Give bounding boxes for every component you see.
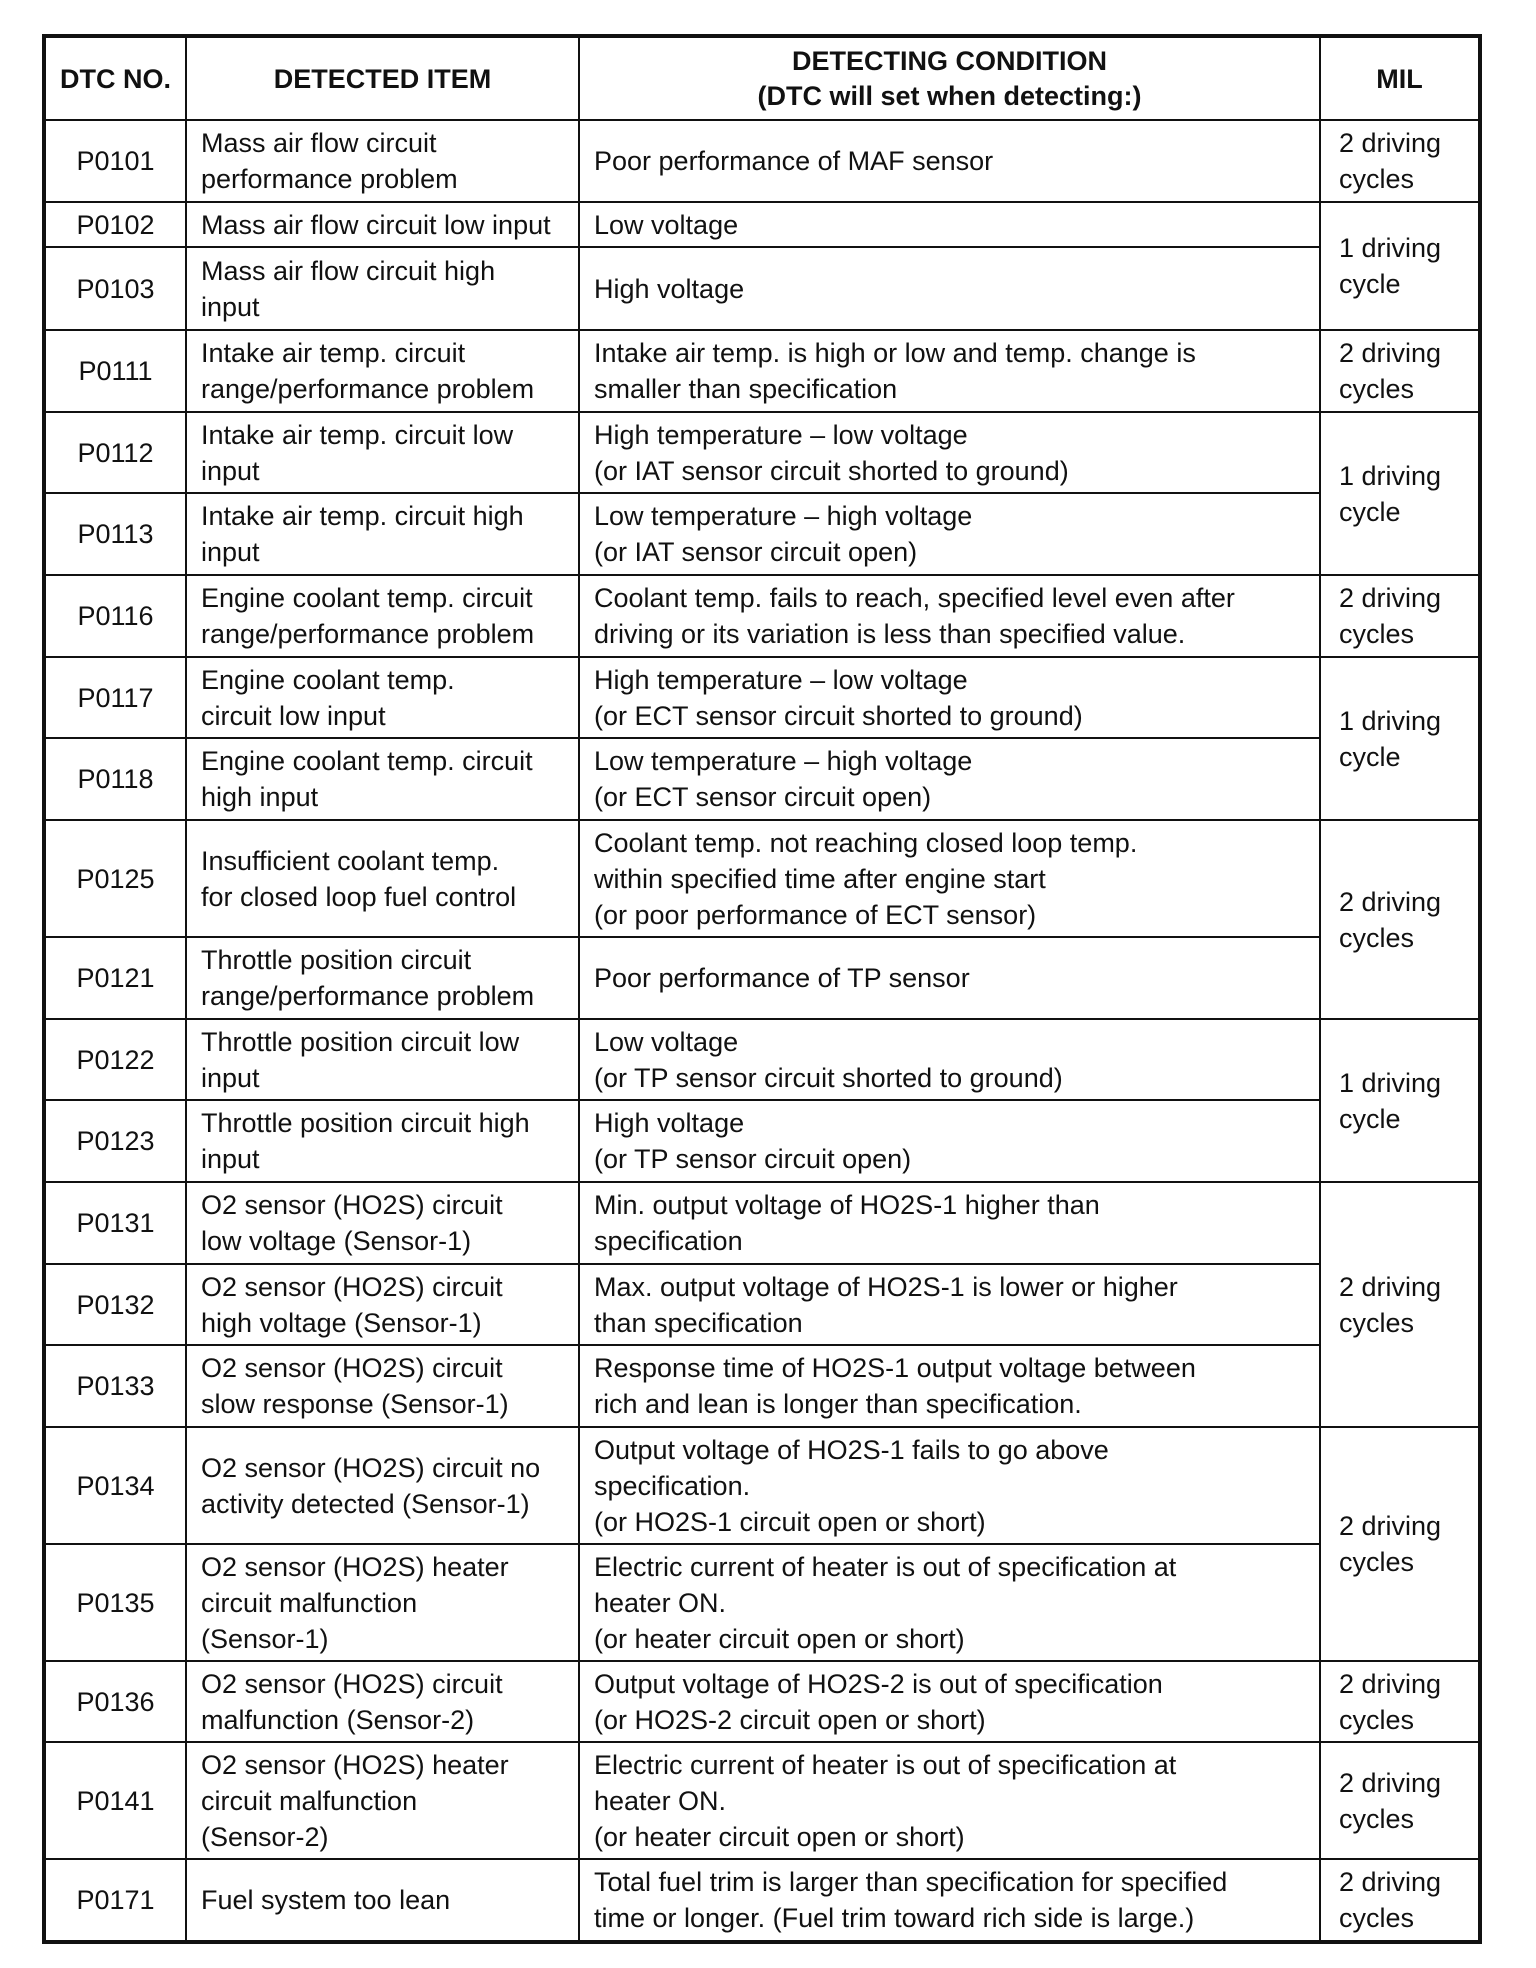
mil-cell-line: cycles	[1339, 374, 1415, 404]
detecting-condition-line: Poor performance of MAF sensor	[594, 146, 994, 176]
table-row	[44, 1019, 1480, 1100]
mil-cell-line: cycle	[1339, 269, 1401, 299]
detected-item-line: activity detected (Sensor-1)	[201, 1488, 530, 1519]
detecting-condition-line: Min. output voltage of HO2S-1 higher than	[594, 1190, 1100, 1220]
detected-item-line: input	[201, 455, 260, 486]
table-row	[44, 202, 1480, 247]
detecting-condition-line: Response time of HO2S-1 output voltage between	[594, 1353, 1196, 1383]
detecting-condition-line: time or longer. (Fuel trim toward rich side is large.)	[594, 1903, 1195, 1933]
detected-item	[186, 1544, 579, 1661]
mil-cell	[1320, 1859, 1480, 1942]
detected-item	[186, 1742, 579, 1859]
dtc-code: P0117	[44, 657, 186, 738]
mil-cell	[1320, 412, 1480, 575]
detecting-condition-line: specification.	[594, 1470, 751, 1501]
detected-item-line: Throttle position circuit	[201, 945, 472, 975]
table-row	[44, 820, 1480, 937]
detected-item-line: range/performance problem	[201, 981, 535, 1011]
mil-cell-line: cycles	[1339, 1803, 1415, 1834]
header-row	[44, 36, 1480, 120]
detected-item	[186, 1264, 579, 1345]
detected-item-line: circuit low input	[201, 700, 386, 731]
table-row	[44, 120, 1480, 202]
detecting-condition	[579, 937, 1320, 1019]
detected-item-line: Mass air flow circuit	[201, 128, 437, 158]
header-detecting-condition	[579, 36, 1320, 120]
detecting-condition-line: High voltage	[594, 273, 745, 304]
detected-item	[186, 330, 579, 412]
detected-item	[186, 412, 579, 493]
detecting-condition-line: (or poor performance of ECT sensor)	[594, 899, 1037, 930]
mil-cell-line: cycle	[1339, 741, 1401, 772]
detected-item-line: O2 sensor (HO2S) heater	[201, 1749, 509, 1780]
detecting-condition	[579, 1544, 1320, 1661]
detecting-condition	[579, 1859, 1320, 1942]
mil-cell-line: cycles	[1339, 1704, 1415, 1735]
mil-cell	[1320, 202, 1480, 330]
mil-cell-line: 2 driving	[1339, 1767, 1442, 1798]
mil-cell-line: cycles	[1339, 1547, 1415, 1577]
mil-cell-line: cycles	[1339, 1307, 1415, 1338]
dtc-code: P0111	[44, 330, 186, 412]
mil-cell-line: 1 driving	[1339, 1067, 1442, 1098]
detected-item-line: O2 sensor (HO2S) circuit	[201, 1668, 503, 1699]
detecting-condition-line: (or TP sensor circuit shorted to ground)	[594, 1062, 1063, 1093]
detected-item-line: input	[201, 537, 260, 567]
detecting-condition-line: Electric current of heater is out of specification at	[594, 1551, 1177, 1582]
detecting-condition-line: Low temperature – high voltage	[594, 501, 973, 531]
mil-cell-line: 2 driving	[1339, 886, 1442, 917]
mil-cell-line: 2 driving	[1339, 1668, 1442, 1699]
detected-item	[186, 247, 579, 330]
detected-item-line: input	[201, 1144, 260, 1174]
detecting-condition	[579, 1264, 1320, 1345]
detected-item	[186, 1661, 579, 1742]
table-row	[44, 1544, 1480, 1661]
detected-item-line: O2 sensor (HO2S) circuit	[201, 1190, 503, 1220]
detected-item-line: performance problem	[201, 164, 458, 194]
mil-cell-line: cycles	[1339, 619, 1415, 649]
detecting-condition	[579, 575, 1320, 657]
detecting-condition	[579, 820, 1320, 937]
detected-item	[186, 820, 579, 937]
detected-item	[186, 120, 579, 202]
dtc-code: P0136	[44, 1661, 186, 1742]
table-row	[44, 575, 1480, 657]
detected-item	[186, 657, 579, 738]
detected-item-line: (Sensor-1)	[201, 1623, 329, 1654]
detecting-condition	[579, 330, 1320, 412]
detected-item-line: range/performance problem	[201, 619, 535, 649]
header-detected-item: DETECTED ITEM	[186, 36, 579, 120]
mil-cell-line: 2 driving	[1339, 128, 1442, 158]
detecting-condition-line: Max. output voltage of HO2S-1 is lower or higher	[594, 1271, 1178, 1302]
detecting-condition	[579, 202, 1320, 247]
detecting-condition-line: High voltage	[594, 1108, 745, 1138]
dtc-code: P0121	[44, 937, 186, 1019]
detected-item	[186, 937, 579, 1019]
detecting-condition-line: Electric current of heater is out of specification at	[594, 1749, 1177, 1780]
detecting-condition-line: (or HO2S-2 circuit open or short)	[594, 1704, 986, 1735]
mil-cell-line: 1 driving	[1339, 460, 1442, 491]
detecting-condition-line: Coolant temp. not reaching closed loop temp.	[594, 827, 1138, 858]
dtc-code: P0118	[44, 738, 186, 820]
table-row	[44, 1427, 1480, 1544]
mil-cell	[1320, 1661, 1480, 1742]
detecting-condition	[579, 1019, 1320, 1100]
mil-cell-line: 2 driving	[1339, 583, 1442, 613]
detected-item-line: Throttle position circuit low	[201, 1026, 520, 1057]
mil-cell-line: cycle	[1339, 496, 1401, 527]
mil-cell-line: 1 driving	[1339, 233, 1442, 263]
dtc-code: P0125	[44, 820, 186, 937]
dtc-code: P0116	[44, 575, 186, 657]
detecting-condition-line: Output voltage of HO2S-1 fails to go above	[594, 1434, 1109, 1465]
detecting-condition	[579, 412, 1320, 493]
detecting-condition-line: (or TP sensor circuit open)	[594, 1144, 912, 1174]
detected-item-line: range/performance problem	[201, 374, 535, 404]
detecting-condition-line: Low temperature – high voltage	[594, 746, 973, 776]
detected-item-line: input	[201, 1062, 260, 1093]
detecting-condition-line: Total fuel trim is larger than specification for specified	[594, 1867, 1228, 1897]
detected-item-line: high input	[201, 782, 319, 812]
detected-item-line: Engine coolant temp.	[201, 664, 455, 695]
mil-cell-line: cycle	[1339, 1103, 1401, 1134]
detected-item-line: Throttle position circuit high	[201, 1108, 530, 1138]
table-row	[44, 937, 1480, 1019]
detected-item	[186, 1427, 579, 1544]
detected-item-line: Engine coolant temp. circuit	[201, 583, 533, 613]
dtc-code: P0123	[44, 1100, 186, 1182]
table-row	[44, 330, 1480, 412]
detected-item	[186, 1182, 579, 1264]
detected-item	[186, 738, 579, 820]
detecting-condition-line: heater ON.	[594, 1785, 727, 1816]
dtc-code: P0103	[44, 247, 186, 330]
mil-cell-line: 2 driving	[1339, 1271, 1442, 1302]
detecting-condition-line: (or heater circuit open or short)	[594, 1623, 965, 1654]
mil-cell-line: 2 driving	[1339, 1867, 1442, 1897]
detecting-condition	[579, 247, 1320, 330]
mil-cell	[1320, 657, 1480, 820]
detected-item	[186, 1019, 579, 1100]
table-row	[44, 1742, 1480, 1859]
detected-item-line: circuit malfunction	[201, 1587, 418, 1618]
table-row	[44, 657, 1480, 738]
detecting-condition-line: (or HO2S-1 circuit open or short)	[594, 1506, 986, 1537]
detecting-condition-line: High temperature – low voltage	[594, 664, 968, 695]
detecting-condition-line: Low voltage	[594, 1026, 739, 1057]
detected-item-line: Intake air temp. circuit	[201, 338, 466, 368]
table-row	[44, 1100, 1480, 1182]
detecting-condition-line: (or IAT sensor circuit open)	[594, 537, 918, 567]
dtc-code: P0171	[44, 1859, 186, 1942]
detected-item-line: O2 sensor (HO2S) circuit	[201, 1271, 503, 1302]
detected-item-line: malfunction (Sensor-2)	[201, 1704, 475, 1735]
dtc-code: P0132	[44, 1264, 186, 1345]
detecting-condition-line: smaller than specification	[594, 374, 898, 404]
dtc-code: P0131	[44, 1182, 186, 1264]
table-row	[44, 1345, 1480, 1427]
detecting-condition-line: within specified time after engine start	[594, 863, 1046, 894]
table-row	[44, 738, 1480, 820]
detected-item-line: slow response (Sensor-1)	[201, 1389, 509, 1419]
detecting-condition	[579, 1742, 1320, 1859]
mil-cell-line: 1 driving	[1339, 705, 1442, 736]
detecting-condition-line: rich and lean is longer than specification.	[594, 1389, 1082, 1419]
detecting-condition-line: Output voltage of HO2S-2 is out of specification	[594, 1668, 1163, 1699]
detected-item-line: Fuel system too lean	[201, 1885, 451, 1915]
detecting-condition-line: (or ECT sensor circuit shorted to ground)	[594, 700, 1083, 731]
dtc-code: P0134	[44, 1427, 186, 1544]
detecting-condition-line: Coolant temp. fails to reach, specified level even after	[594, 583, 1235, 613]
table-row	[44, 1859, 1480, 1942]
mil-cell-line: cycles	[1339, 164, 1415, 194]
table-row	[44, 1264, 1480, 1345]
header-mil: MIL	[1320, 36, 1480, 120]
detecting-condition	[579, 1427, 1320, 1544]
dtc-code: P0135	[44, 1544, 186, 1661]
detected-item	[186, 493, 579, 575]
table-row	[44, 247, 1480, 330]
detecting-condition-line: specification	[594, 1226, 743, 1256]
detecting-condition-line: driving or its variation is less than specified value.	[594, 619, 1186, 649]
detecting-condition	[579, 1182, 1320, 1264]
dtc-code: P0113	[44, 493, 186, 575]
dtc-table	[42, 34, 1482, 1944]
detected-item-line: Intake air temp. circuit low	[201, 419, 514, 450]
detected-item	[186, 1859, 579, 1942]
detecting-condition	[579, 738, 1320, 820]
mil-cell-line: cycles	[1339, 1903, 1415, 1933]
mil-cell	[1320, 575, 1480, 657]
table-row	[44, 1182, 1480, 1264]
mil-cell	[1320, 1427, 1480, 1661]
detected-item-line: circuit malfunction	[201, 1785, 418, 1816]
detecting-condition	[579, 1661, 1320, 1742]
detected-item-line: input	[201, 291, 260, 322]
detecting-condition	[579, 120, 1320, 202]
detecting-condition	[579, 657, 1320, 738]
header-detecting-condition-line-1: DETECTING CONDITION	[792, 45, 1107, 76]
detected-item	[186, 575, 579, 657]
table-row	[44, 1661, 1480, 1742]
dtc-code: P0112	[44, 412, 186, 493]
detecting-condition	[579, 1345, 1320, 1427]
detected-item-line: Mass air flow circuit high	[201, 255, 496, 286]
detecting-condition-line: than specification	[594, 1307, 803, 1338]
detecting-condition-line: Poor performance of TP sensor	[594, 963, 970, 993]
detected-item-line: high voltage (Sensor-1)	[201, 1307, 482, 1338]
detected-item	[186, 202, 579, 247]
mil-cell-line: cycles	[1339, 922, 1415, 953]
mil-cell	[1320, 330, 1480, 412]
detected-item-line: Insufficient coolant temp.	[201, 845, 500, 876]
detected-item-line: Intake air temp. circuit high	[201, 501, 524, 531]
detected-item-line: Mass air flow circuit low input	[201, 209, 551, 240]
mil-cell	[1320, 1742, 1480, 1859]
header-detecting-condition-line-2: (DTC will set when detecting:)	[757, 80, 1142, 111]
detected-item	[186, 1345, 579, 1427]
detecting-condition-line: Low voltage	[594, 209, 739, 240]
mil-cell	[1320, 1182, 1480, 1427]
detected-item-line: O2 sensor (HO2S) circuit no	[201, 1452, 541, 1483]
mil-cell-line: 2 driving	[1339, 338, 1442, 368]
dtc-code: P0101	[44, 120, 186, 202]
detecting-condition	[579, 493, 1320, 575]
mil-cell-line: 2 driving	[1339, 1511, 1442, 1541]
detected-item-line: low voltage (Sensor-1)	[201, 1226, 472, 1256]
detecting-condition-line: (or IAT sensor circuit shorted to ground)	[594, 455, 1069, 486]
table-row	[44, 412, 1480, 493]
dtc-code: P0141	[44, 1742, 186, 1859]
detecting-condition-line: Intake air temp. is high or low and temp. change is	[594, 338, 1196, 368]
detecting-condition-line: heater ON.	[594, 1587, 727, 1618]
header-dtc-no: DTC NO.	[44, 36, 186, 120]
detected-item-line: for closed loop fuel control	[201, 881, 517, 912]
detected-item-line: O2 sensor (HO2S) heater	[201, 1551, 509, 1582]
detected-item-line: Engine coolant temp. circuit	[201, 746, 533, 776]
mil-cell	[1320, 1019, 1480, 1182]
detected-item	[186, 1100, 579, 1182]
dtc-code: P0133	[44, 1345, 186, 1427]
detecting-condition	[579, 1100, 1320, 1182]
table-body	[44, 120, 1480, 1942]
table-row	[44, 493, 1480, 575]
mil-cell	[1320, 820, 1480, 1019]
dtc-code: P0122	[44, 1019, 186, 1100]
mil-cell	[1320, 120, 1480, 202]
detecting-condition-line: High temperature – low voltage	[594, 419, 968, 450]
dtc-code: P0102	[44, 202, 186, 247]
detected-item-line: (Sensor-2)	[201, 1821, 329, 1852]
detecting-condition-line: (or ECT sensor circuit open)	[594, 782, 932, 812]
detected-item-line: O2 sensor (HO2S) circuit	[201, 1353, 503, 1383]
detecting-condition-line: (or heater circuit open or short)	[594, 1821, 965, 1852]
